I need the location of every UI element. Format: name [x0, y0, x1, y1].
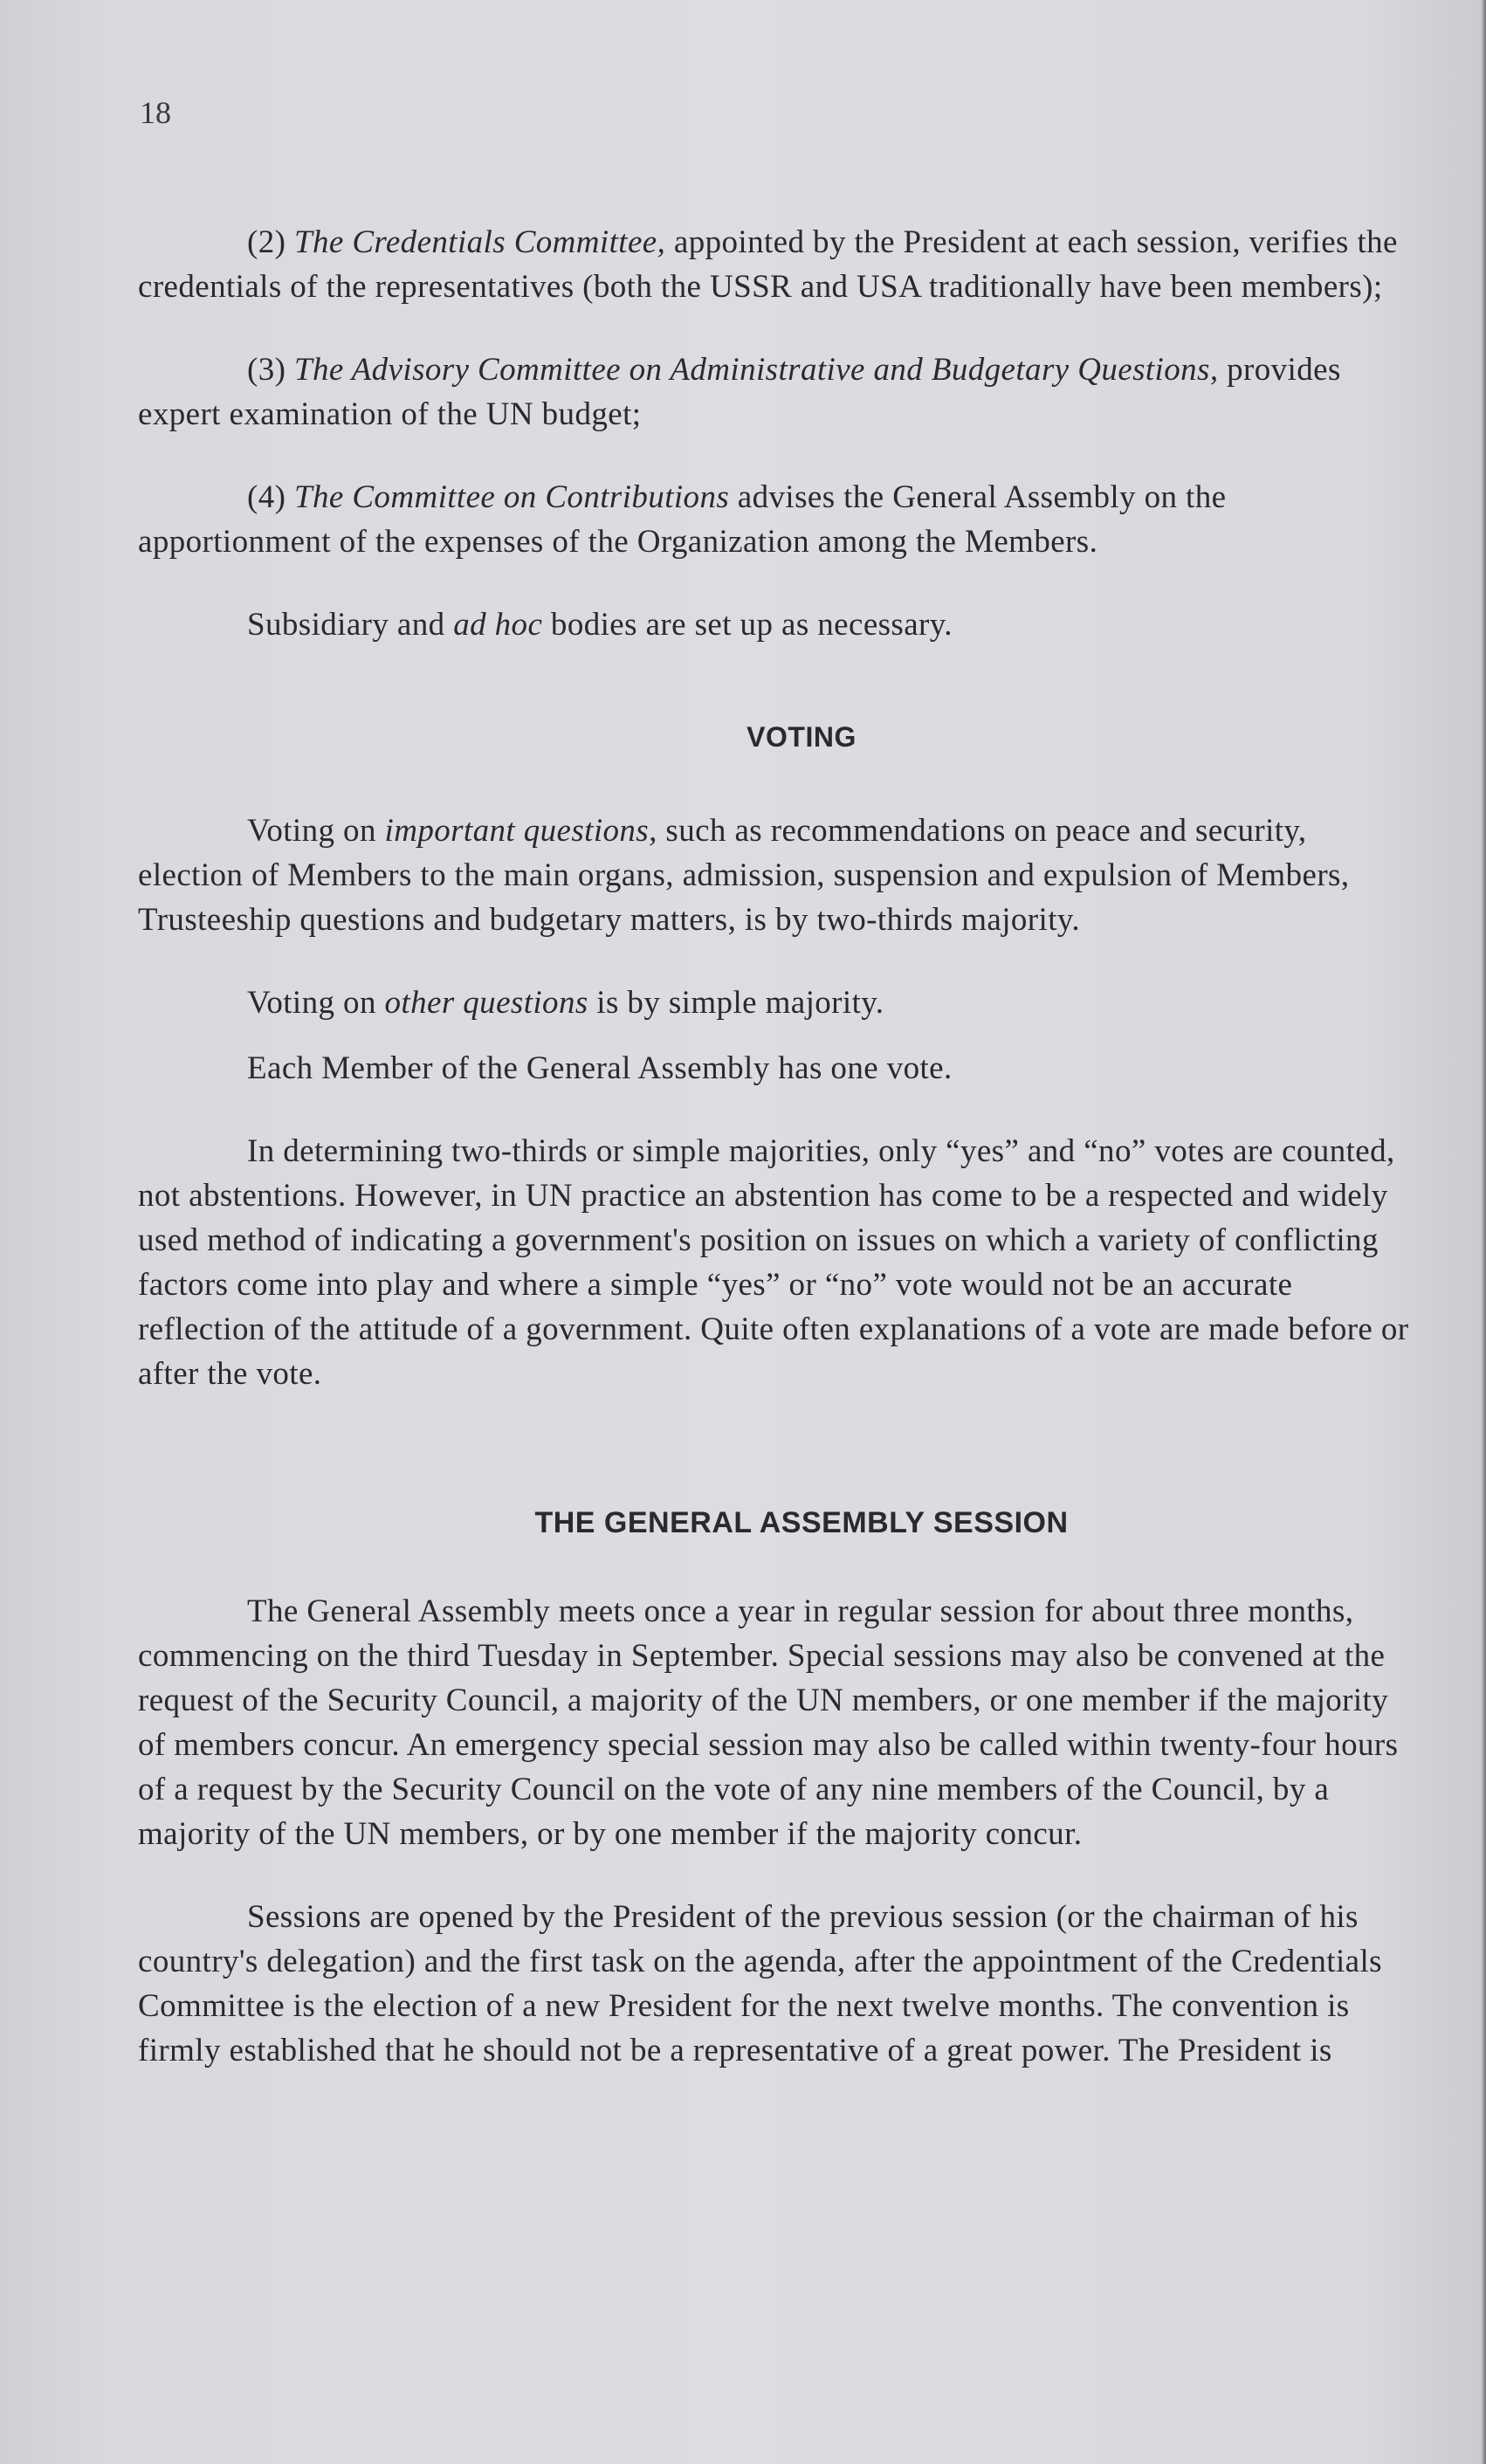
section-heading-voting: VOTING: [746, 721, 857, 753]
emphasis-ad-hoc: ad hoc: [453, 607, 543, 643]
paragraph-sessions-schedule: The General Assembly meets once a year in regular session for about three months, commencing on the third Tuesday in September. Special sessions may also be convened at the request of the Security Council, a majority of the UN members, or one member if the majority of members concur. An emergency special session may also be called within twenty-four hours of a request by the Security Council on the vote of any nine members of the Council, by a majority of the UN members, or by one member if the majority concur.: [138, 1593, 1399, 1852]
emphasis-important-questions: important questions,: [384, 813, 657, 849]
paragraph-one-vote: Each Member of the General Assembly has one vote.: [247, 1050, 953, 1086]
emphasis-advisory-committee: The Advisory Committee on Administrative and Budgetary Questions,: [294, 352, 1219, 388]
paragraph-abstentions: In determining two-thirds or simple majorities, only “yes” and “no” votes are counted, not abstentions. However, in UN practice an abstention has come to be a respected and widely used method of indicating a government's position on issues on which a variety of conflicting factors come into play and where a simple “yes” or “no” vote would not be an accurate reflection of the attitude of a government. Quite often explanations of a vote are made before or after the vote.: [138, 1133, 1409, 1392]
paragraph-credentials-committee: (2) The Credentials Committee, appointed by the President at each session, verifies the credentials of the representatives (both the USSR and USA traditionally have been members);: [138, 224, 1398, 305]
paragraph-sessions-opening: Sessions are opened by the President of the previous session (or the chairman of his country's delegation) and the first task on the agenda, after the appointment of the Credentials Committee is the election of a new President for the next twelve months. The convention is firmly established that he should not be a representative of a great power. The President is: [138, 1899, 1382, 2068]
paragraph-important-questions: Voting on important questions, such as recommendations on peace and security, election of Members to the main organs, admission, suspension and expulsion of Members, Trusteeship questions and budgetary matters, is by two-thirds majority.: [138, 813, 1350, 938]
paragraph-committee-on-contributions: (4) The Committee on Contributions advises the General Assembly on the apportionment of the expenses of the Organization among the Members.: [138, 479, 1227, 560]
section-heading-general-assembly-session: THE GENERAL ASSEMBLY SESSION: [534, 1506, 1069, 1539]
paragraph-other-questions: Voting on other questions is by simple majority.: [247, 985, 884, 1021]
emphasis-credentials-committee: The Credentials Committee,: [294, 224, 666, 260]
page-number: 18: [140, 95, 171, 130]
page-content: [138, 220, 1413, 2111]
page-edge-shadow: [1481, 0, 1486, 2464]
paragraph-subsidiary-bodies: Subsidiary and ad hoc bodies are set up as necessary.: [247, 607, 953, 643]
paragraph-advisory-committee: (3) The Advisory Committee on Administrative and Budgetary Questions, provides expert examination of the UN budget;: [138, 352, 1341, 432]
emphasis-committee-on-contributions: The Committee on Contributions: [294, 479, 730, 515]
emphasis-other-questions: other questions: [384, 985, 588, 1021]
